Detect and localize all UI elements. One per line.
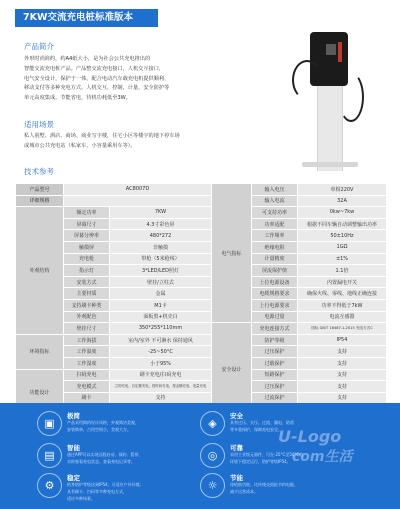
feature-desc-line: 产品采用简约设计风格，外观简洁美观， (67, 420, 139, 425)
table-cell: 工作频率 (252, 230, 298, 242)
intro-line: 智能交流充电桩产品。产品整交流充电接口，人机交互接口， (24, 65, 165, 72)
table-cell: 电源过量 (252, 311, 298, 323)
table-cell: 0kw~7kw (298, 207, 387, 219)
table-cell: 工作湿度 (64, 357, 110, 369)
spec-heading: 技术参考 (24, 167, 54, 176)
table-cell: 壁挂/立柱式 (110, 276, 212, 288)
table-cell: 非触摸 (110, 241, 212, 253)
spec-table (15, 183, 387, 416)
table-cell: 指示灯 (64, 265, 110, 277)
table-cell: 32A (298, 195, 387, 207)
intro-line: 电气安全设计，保护于一体，配合电动汽车载充电机提供顺利、 (24, 75, 170, 82)
table-cell: 输入电流 (252, 195, 298, 207)
table-cell: 工作海拔 (64, 334, 110, 346)
charger-base (302, 162, 358, 167)
table-cell: 电流互感器 (298, 311, 387, 323)
table-cell: 过流保护 (252, 392, 298, 404)
table-cell: 绝缘电阻 (252, 241, 298, 253)
table-cell: M1卡 (110, 299, 212, 311)
table-cell: 可支持功率 (252, 207, 298, 219)
table-cell: 电气指标 (212, 184, 252, 323)
feature-title: 可靠 (230, 444, 243, 452)
energy-icon: ☼ (200, 473, 225, 498)
table-cell: 室内/室外 不可淋水 保持通风 (110, 334, 212, 346)
feature-desc-line: 采用工业级元器件，可在-25°C至50°C的 (230, 452, 304, 457)
table-cell: 工作温度 (64, 346, 110, 358)
table-cell: 1.1倍 (298, 265, 387, 277)
intro-paragraph (24, 55, 229, 104)
table-cell: 支持 (110, 392, 212, 404)
table-cell: 额定功率 (64, 207, 110, 219)
table-cell: 屏流保护值 (252, 265, 298, 277)
feature-title: 稳定 (67, 474, 80, 482)
page-title: 7KW交流充电桩标准版本 (15, 9, 158, 27)
intro-line: 移动支付等多种充电方式。人机交互，控制，计量、安全防护等 (24, 85, 170, 92)
table-cell: 刷卡 (64, 392, 110, 404)
table-cell: 7KW (110, 207, 212, 219)
table-cell: 支持 (298, 369, 387, 381)
table-cell: 触摸屏 (64, 241, 110, 253)
smart-icon: ▤ (37, 443, 62, 468)
scene-heading: 适用场景 (24, 120, 54, 129)
scene-paragraph (24, 132, 229, 152)
scene-line: 私人别墅、酒店、商场、商业写字楼，住宅小区等楼宇的地下停车场 (24, 133, 180, 139)
intro-heading: 产品简介 (24, 42, 54, 51)
table-row (16, 230, 387, 242)
table-row (16, 357, 387, 369)
table-row (16, 207, 387, 219)
table-row (16, 381, 387, 393)
table-cell: 输入电压 (252, 184, 298, 196)
feature-desc (67, 420, 139, 434)
table-cell: 充电模式 (64, 381, 110, 393)
table-cell: 立即充电、自定额充电、按时间充电、按金额充电、电量充电 (110, 381, 212, 393)
table-cell: 确保火线、零线、地线正确连接 (298, 288, 387, 300)
table-cell: 支持刷卡种类 (64, 299, 110, 311)
table-cell: 4.3寸彩色屏 (110, 218, 212, 230)
table-row (16, 276, 387, 288)
intro-line: 外形时尚简约，约A4纸大小，是为社会公共充电推出的 (24, 56, 151, 62)
watermark: U-Logo (278, 427, 342, 446)
feature-title: 智能 (67, 444, 80, 452)
table-row (16, 253, 387, 265)
feature-desc-line: 等多重保护，保障充电安全。 (230, 426, 282, 432)
table-cell: 480*272 (110, 230, 212, 242)
table-cell: 国标 GB/T 18487.1-2015 充电方式C (298, 323, 387, 335)
table-cell: 功率不得低于7kW (298, 299, 387, 311)
feature-title: 极简 (67, 412, 80, 420)
table-cell: 小于95% (110, 357, 212, 369)
table-row (16, 265, 387, 277)
table-cell: 环境指标 (16, 334, 64, 369)
reliable-icon: ◎ (200, 443, 225, 468)
table-cell: 详细规格 (16, 195, 64, 207)
table-row (16, 218, 387, 230)
feature-desc-line: 机身防护等级达到IP54，可适应户外环境； (67, 482, 144, 487)
feature-desc-line: 减少运营成本。 (230, 488, 258, 494)
table-row (16, 299, 387, 311)
table-cell: 单相220V (298, 184, 387, 196)
table-cell: 支持 (298, 357, 387, 369)
table-cell: 过压保护 (252, 381, 298, 393)
table-row (16, 184, 387, 196)
feature-desc (67, 482, 144, 502)
table-cell: 充电枪 (64, 253, 110, 265)
table-cell: 屏幕分辨率 (64, 230, 110, 242)
table-cell: 50±10Hz (298, 230, 387, 242)
table-cell: 产品型号 (16, 184, 64, 196)
minimal-icon: ▣ (37, 411, 62, 436)
shield-icon: ◈ (200, 411, 225, 436)
table-row (16, 241, 387, 253)
table-cell: 屏幕尺寸 (64, 218, 110, 230)
table-cell: 带枪（5米枪线） (110, 253, 212, 265)
charger-cable-left (292, 60, 322, 100)
feature-title: 安全 (230, 412, 243, 420)
table-cell: 扫码充电 (64, 369, 110, 381)
table-cell: 金属 (110, 288, 212, 300)
gear-icon: ⚙ (37, 473, 62, 498)
watermark: com生活 (292, 449, 353, 465)
intro-line: 单元高度集成。节能省电，待机功耗低至3W。 (24, 95, 131, 102)
table-cell: 面板黑+机壳白 (110, 311, 212, 323)
table-cell: 上位电源设备 (252, 276, 298, 288)
table-cell: AC8007D (64, 184, 212, 196)
table-row (16, 323, 387, 335)
charger-cable-right (338, 72, 364, 122)
table-cell: 支持 (298, 346, 387, 358)
table-cell: 功率适配 (252, 218, 298, 230)
table-cell: 安装方式 (64, 276, 110, 288)
table-cell: 根据不同车辆自动调整输出功率 (298, 218, 387, 230)
table-cell: 计量精度 (252, 253, 298, 265)
table-cell: 壁挂尺寸 (64, 323, 110, 335)
feature-desc (67, 452, 143, 466)
table-cell: 支持 (298, 381, 387, 393)
feature-desc-line: 适应多种场景。 (67, 495, 95, 501)
table-row (16, 346, 387, 358)
charger-product-image (262, 26, 372, 161)
table-row (16, 311, 387, 323)
table-cell: 外观结构 (16, 207, 64, 335)
table-cell: 功能设计 (16, 369, 64, 415)
feature-desc-line: 环境下稳定运行，防护等级IP54。 (230, 458, 291, 464)
table-row (16, 369, 387, 381)
table-cell: 350*255*110mm (110, 323, 212, 335)
table-cell: 防护等级 (252, 334, 298, 346)
feature-desc-line: 实时查看充电状态、查看充电记录等。 (67, 458, 135, 464)
table-cell: IP54 (298, 334, 387, 346)
scene-line: 或城市公共充电站（私家车、小容量乘用车等）。 (24, 142, 136, 149)
feature-desc-line: 具有过压、欠压、过流、漏电、防雷 (230, 420, 294, 425)
feature-desc (230, 482, 298, 496)
table-cell: 电缆规格要求 (252, 288, 298, 300)
table-cell: 过载保护 (252, 357, 298, 369)
feature-desc-line: 待机低功耗，比传统交流桩节约电能， (230, 482, 298, 487)
table-cell (64, 195, 212, 207)
table-cell: 充电连接方式 (252, 323, 298, 335)
table-cell: 3*LED/LED照灯 (110, 265, 212, 277)
table-cell: 内置漏电开关 (298, 276, 387, 288)
table-cell: 过压保护 (252, 346, 298, 358)
table-cell: ±1% (298, 253, 387, 265)
table-cell: 短路保护 (252, 369, 298, 381)
table-row (16, 195, 387, 207)
charger-screen (326, 44, 336, 55)
table-cell: 主要材质 (64, 288, 110, 300)
feature-desc-line: 安装简单，占用空间小，美观大方。 (67, 426, 131, 432)
table-cell: 刷卡充电/扫码充电 (110, 369, 212, 381)
table-cell: 安全设计 (212, 323, 252, 416)
table-cell: 上行电源要求 (252, 299, 298, 311)
feature-desc-line: 通过APP可以实现远程启动、预约、暂停， (67, 452, 143, 457)
table-cell: 外观配色 (64, 311, 110, 323)
table-row (16, 288, 387, 300)
table-cell: -25~50°C (110, 346, 212, 358)
table-cell: 1GΩ (298, 241, 387, 253)
feature-title: 节能 (230, 474, 243, 482)
table-row (16, 334, 387, 346)
feature-desc-line: 具有刷卡、扫码等多种充电方式， (67, 488, 127, 494)
table-cell: 支持 (298, 392, 387, 404)
charger-accent (338, 42, 342, 62)
